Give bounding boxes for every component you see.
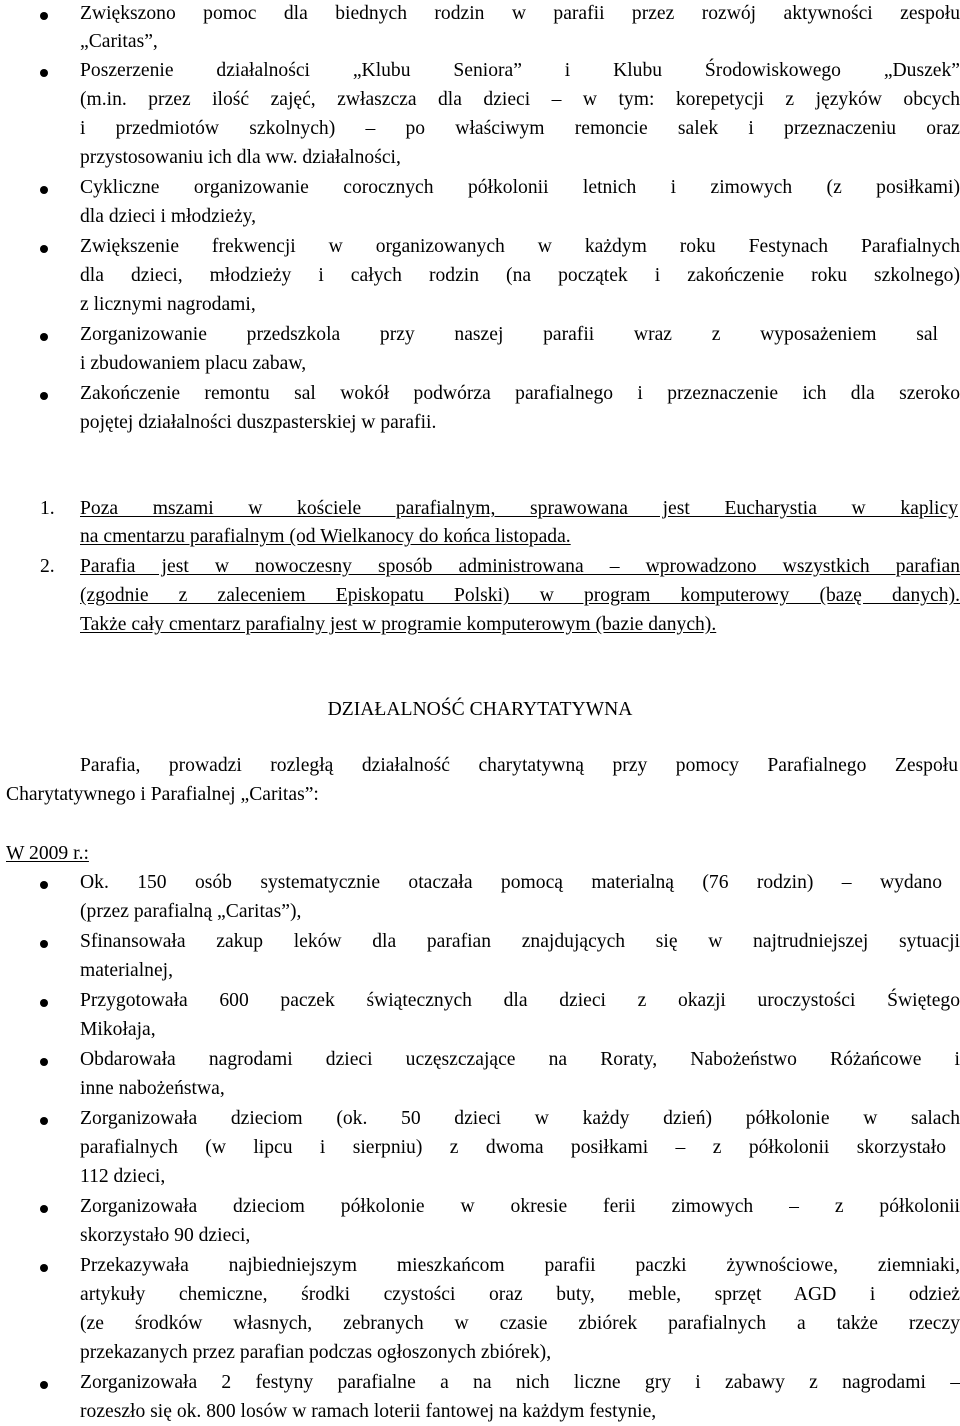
list-item	[80, 987, 960, 1043]
bullet-icon	[40, 940, 48, 948]
list-item	[80, 1369, 960, 1425]
text-line: (ze środków własnych, zebranych w czasie zbiórek parafialnych a także rzeczy	[80, 1313, 960, 1334]
text-line: dla dzieci i młodzieży,	[80, 206, 257, 227]
bullet-icon	[40, 1117, 48, 1125]
list-item	[80, 233, 960, 319]
bullet-icon	[40, 186, 48, 194]
text-line: Przygotowała 600 paczek świątecznych dla dzieci z okazji uroczystości Świętego	[80, 990, 960, 1011]
text-line: i zbudowaniem placu zabaw,	[80, 353, 307, 374]
text-line: (przez parafialną „Caritas”),	[80, 901, 302, 922]
text-line: i przedmiotów szkolnych) – po właściwym remoncie salek i przeznaczeniu oraz	[80, 118, 960, 139]
bullet-icon	[40, 999, 48, 1007]
bullet-icon	[40, 1381, 48, 1389]
list-item	[80, 1105, 960, 1191]
list-item	[80, 928, 960, 984]
list-number: 1.	[40, 498, 55, 519]
text-line: Mikołaja,	[80, 1019, 156, 1040]
list-item	[80, 321, 960, 377]
list-item	[80, 380, 960, 436]
text-line: z licznymi nagrodami,	[80, 294, 256, 315]
text-line: Przekazywała najbiedniejszym mieszkańcom parafii paczki żywnościowe, ziemniaki,	[80, 1255, 960, 1276]
text-line: (zgodnie z zaleceniem Episkopatu Polski) w program komputerowy (bazę danych).	[80, 585, 960, 606]
bullet-icon	[40, 333, 48, 341]
text-line: Obdarowała nagrodami dzieci uczęszczające na Roraty, Nabożeństwo Różańcowe i	[80, 1049, 960, 1070]
text-line: artykuły chemiczne, środki czystości oraz buty, meble, sprzęt AGD i odzież	[80, 1284, 960, 1305]
bullet-icon	[40, 12, 48, 20]
section-heading: DZIAŁALNOŚĆ CHARYTATYWNA	[327, 699, 633, 720]
text-line: dla dzieci, młodzieży i całych rodzin (na początek i zakończenie roku szkolnego)	[80, 265, 960, 286]
text-line: przekazanych przez parafian podczas ogłoszonych zbiórek),	[80, 1342, 552, 1363]
text-line: Poza mszami w kościele parafialnym, sprawowana jest Eucharystia w kaplicy	[80, 498, 958, 519]
text-line: parafialnych (w lipcu i sierpniu) z dwoma posiłkami – z półkolonii skorzystało	[80, 1137, 946, 1158]
text-line: Parafia jest w nowoczesny sposób administrowana – wprowadzono wszystkich parafian	[80, 556, 960, 577]
text-line: Zorganizowała dzieciom (ok. 50 dzieci w każdy dzień) półkolonie w salach	[80, 1108, 960, 1129]
text-line: Zorganizowała 2 festyny parafialne a na nich liczne gry i zabawy z nagrodami –	[80, 1372, 960, 1393]
text-line: na cmentarzu parafialnym (od Wielkanocy do końca listopada.	[80, 526, 571, 547]
list-item	[80, 57, 960, 169]
text-line: przystosowaniu ich dla ww. działalności,	[80, 147, 401, 168]
text-line: Cykliczne organizowanie corocznych półkolonii letnich i zimowych (z posiłkami)	[80, 177, 960, 198]
bullet-icon	[40, 392, 48, 400]
bullet-icon	[40, 1264, 48, 1272]
text-line: Ok. 150 osób systematycznie otaczała pomocą materialną (76 rodzin) – wydano	[80, 872, 942, 893]
text-line: Zakończenie remontu sal wokół podwórza parafialnego i przeznaczenie ich dla szeroko	[80, 383, 960, 404]
text-line: skorzystało 90 dzieci,	[80, 1225, 251, 1246]
text-line: inne nabożeństwa,	[80, 1078, 225, 1099]
bullet-icon	[40, 1058, 48, 1066]
text-line: Sfinansowała zakup leków dla parafian znajdujących się w najtrudniejszej sytuacji	[80, 931, 960, 952]
bullet-icon	[40, 69, 48, 77]
text-line: 112 dzieci,	[80, 1166, 166, 1187]
text-line: „Caritas”,	[80, 31, 158, 52]
list-item	[80, 1193, 960, 1249]
list-number: 2.	[40, 556, 55, 577]
text-line: Także cały cmentarz parafialny jest w programie komputerowym (bazie danych).	[80, 614, 717, 635]
numbered-item	[80, 495, 960, 551]
text-line: rozeszło się ok. 800 losów w ramach loterii fantowej na każdym festynie,	[80, 1401, 657, 1422]
bullet-icon	[40, 881, 48, 889]
text-line: Zorganizowała dzieciom półkolonie w okresie ferii zimowych – z półkolonii	[80, 1196, 960, 1217]
text-line: pojętej działalności duszpasterskiej w parafii.	[80, 412, 437, 433]
list-item	[80, 174, 960, 230]
list-item	[80, 1252, 960, 1366]
intro-line-2: Charytatywnego i Parafialnej „Caritas”:	[6, 784, 319, 805]
bullet-icon	[40, 245, 48, 253]
year-label: W 2009 r.:	[6, 843, 89, 864]
text-line: Poszerzenie działalności „Klubu Seniora” i Klubu Środowiskowego „Duszek”	[80, 60, 960, 81]
text-line: materialnej,	[80, 960, 174, 981]
bullet-icon	[40, 1205, 48, 1213]
list-item	[80, 1046, 960, 1102]
numbered-item	[80, 553, 960, 637]
text-line: (m.in. przez ilość zajęć, zwłaszcza dla dzieci – w tym: korepetycji z języków obcych	[80, 89, 960, 110]
text-line: Zorganizowanie przedszkola przy naszej parafii wraz z wyposażeniem sal	[80, 324, 938, 345]
intro-line-1: Parafia, prowadzi rozległą działalność charytatywną przy pomocy Parafialnego Zespołu	[80, 755, 958, 776]
list-item	[80, 0, 960, 56]
list-item	[80, 869, 960, 925]
text-line: Zwiększenie frekwencji w organizowanych w każdym roku Festynach Parafialnych	[80, 236, 960, 257]
text-line: Zwiększono pomoc dla biednych rodzin w parafii przez rozwój aktywności zespołu	[80, 3, 960, 24]
